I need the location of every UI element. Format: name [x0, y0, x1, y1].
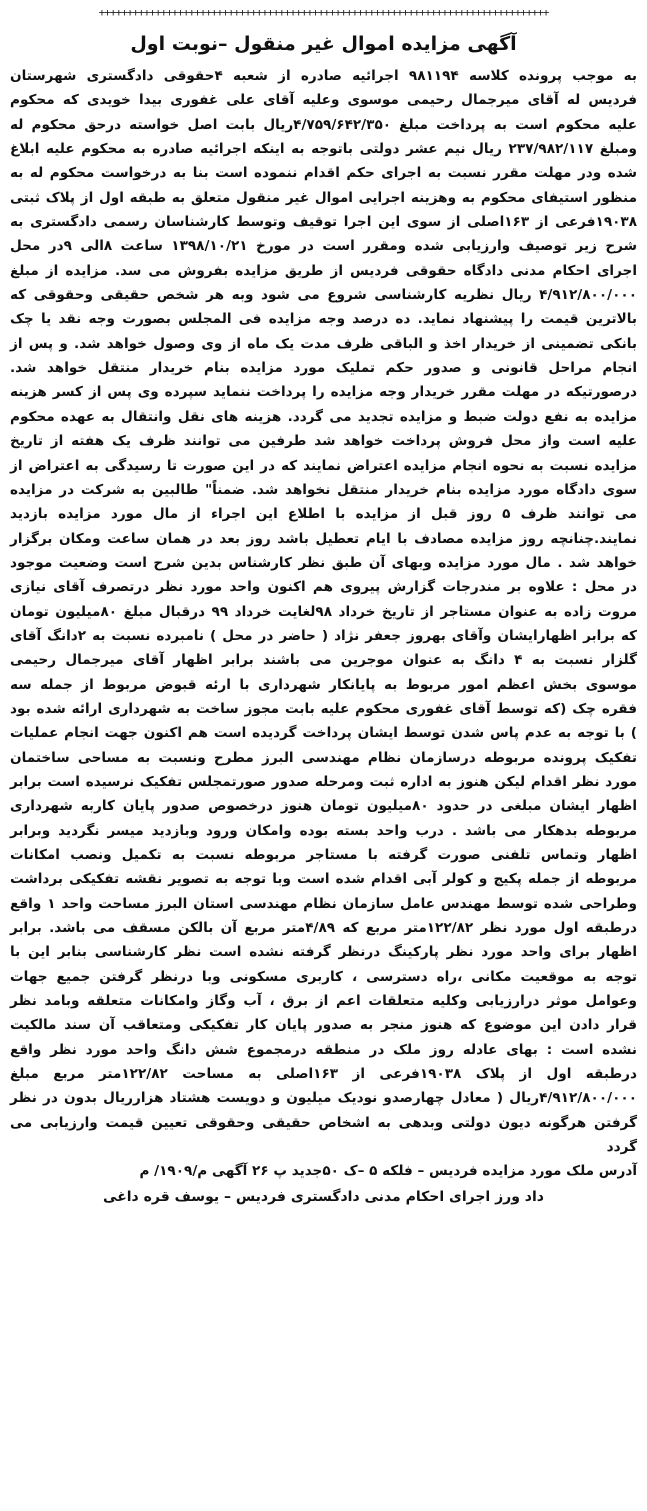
top-ornament-border: ++++++++++++++++++++++++++++++++++++++++++++++++++++++++++++++++++++++++++++++++ — [98, 6, 549, 19]
notice-title: آگهی مزایده اموال غیر منقول –نوبت اول — [130, 33, 517, 55]
notice-body: به موجب پرونده کلاسه ۹۸۱۱۹۴ اجرائیه صادره از شعبه ۴حقوقی دادگستری شهرستان فردیس له آقای میرجمال رحیمی موسوی وعلیه آقای علی غفوری بیدا خویدی که محکوم علیه محکوم است به پرداخت مبلغ ۴/۷۵۹/۶۴۲/۳۵۰ریال بابت اصل خواسته درحق محکوم له ومبلغ ۲۳۷/۹۸۲/۱۱۷ ریال نیم عشر دولتی باتوجه به اینکه اجرائیه صادره به محکوم علیه ابلاغ شده ودر مهلت مقرر نسبت به اجرای حکم اقدام ننموده است بنا به درخواست محکوم له به منظور استیفای محکوم به وهزینه اجرایی اموال غیر منقول متعلق به طبقه اول از پلاک ثبتی ۱۹۰۳۸فرعی از ۱۶۳اصلی از سوی این اجرا توقیف وتوسط کارشناسان رسمی دادگستری به شرح زیر توصیف وارزیابی شده ومقرر است در مورخ ۱۳۹۸/۱۰/۲۱ ساعت ۸الی ۹در محل اجرای احکام مدنی دادگاه حقوقی فردیس از طریق مزایده بفروش می سد. مزایده از مبلغ ۴/۹۱۲/۸۰۰/۰۰۰ ریال نظریه کارشناسی شروع می شود وبه هر شخص حقیقی وحقوقی که بالاترین قیمت را پیشنهاد نماید. ده درصد وجه مزایده فی المجلس بصورت وجه نقد یا چک بانکی تضمینی از خریدار اخذ و الباقی ظرف مدت یک ماه از وی وصول خواهد شد. و پس از انجام مراحل قانونی و صدور حکم تملیک مورد مزایده بنام خریدار منتقل خواهد شد. درصورتیکه در مهلت مقرر خریدار وجه مزایده را پرداخت ننماید سپرده وی پس از کسر هزینه مزایده به نفع دولت ضبط و مزایده تجدید می گردد. هزینه های نقل وانتقال به عهده محکوم علیه است واز محل فروش پرداخت خواهد شد طرفین می توانند ظرف یک هفته از تاریخ مزایده نسبت به نحوه انجام مزایده اعتراض نمایند که در این صورت تا رسیدگی به اعتراض از سوی دادگاه مورد مزایده بنام خریدار منتقل نخواهد شد. ضمناً" طالبین به شرکت در مزایده می توانند ظرف ۵ روز قبل از مزایده با اطلاع این اجراء از مال مورد مزایده بازدید نمایند.چنانچه روز مزایده مصادف با ایام تعطیل باشد روز بعد در همان ساعت ومکان برگزار خواهد شد . مال مورد مزایده وبهای آن طبق نظر کارشناس بدین شرح است وضعیت موجود در محل : علاوه بر مندرجات گزارش پیروی هم اکنون واحد مورد نظر درتصرف آقای نیازی مروت زاده به عنوان مستاجر از تاریخ خرداد ۹۸لغایت خرداد ۹۹ درقبال مبلغ ۸۰میلیون تومان که برابر اظهارایشان وآقای بهروز جعفر نژاد ( حاضر در محل ) نامبرده نسبت به ۲دانگ آقای گلزار نسبت به ۴ دانگ به عنوان موجرین می باشند برابر اظهار آقای میرجمال رحیمی موسوی بخش اعظم امور مربوط به پایانکار شهرداری با ارئه قبوض مربوط از جمله سه فقره چک (که توسط آقای غفوری محکوم علیه بابت مجوز ساخت به شهرداری ارائه شده بود ) با توجه به عدم پاس شدن توسط ایشان پرداخت گردیده است هم اکنون جهت انجام عملیات تفکیک پرونده مربوطه درسازمان نظام مهندسی البرز مطرح ونسبت به مساحی ساختمان مورد نظر اقدام لیکن هنوز به اداره ثبت ومرحله صدور صورتمجلس تفکیک نرسیده است برابر اظهار ایشان مبلغی در حدود ۸۰میلیون تومان هنوز درخصوص صدور پایان کاربه شهرداری مربوطه بدهکار می باشد . درب واحد بسته بوده وامکان ورود وبازدید میسر نگردید وبرابر اظهار وتماس تلفنی صورت گرفته با مستاجر مربوطه نسبت به تکمیل ونصب امکانات مربوطه از جمله پکیج و کولر آبی اقدام شده است وبا توجه به تصویر نقشه تفکیکی برداشت وطراحی شده توسط مهندس عامل سازمان نظام مهندسی استان البرز مساحت واحد ۱ واقع درطبقه اول مورد نظر ۱۲۲/۸۲متر مربع که ۴/۸۹متر مربع آن بالکن مسقف می باشد. برابر اظهار برای واحد مورد نظر پارکینگ درنظر گرفته نشده است نظر کارشناسی بنابر این با توجه به موقعیت مکانی ،راه دسترسی ، کاربری مسکونی وبا درنظر گرفتن جمیع جهات وعوامل موثر درارزیابی وکلیه متعلقات اعم از برق ، آب وگاز وامکانات متعلقه وبامد نظر قرار دادن این موضوع که هنوز منجر به صدور پایان کار تفکیکی ومتعاقب آن سند مالکیت نشده است : بهای عادله روز ملک در منطقه درمجموع شش دانگ واحد مورد نظر واقع درطبقه اول از پلاک ۱۹۰۳۸فرعی از ۱۶۳اصلی به مساحت ۱۲۲/۸۲متر مربع مبلغ ۴/۹۱۲/۸۰۰/۰۰۰ریال ( معادل چهارصدو نودیک میلیون و دویست هشتاد هزارریال بدون در نظر گرفتن هرگونه دیون دولتی وبدهی به اشخاص حقیقی وحقوقی تعیین قیمت وارزیابی می گردد — [10, 68, 638, 1156]
signature-line: داد ورز اجرای احکام مدنی دادگستری فردیس – یوسف قره داغی — [103, 1189, 544, 1206]
property-address: آدرس ملک مورد مزایده فردیس – فلکه ۵ –ک ۵۰جدید پ ۲۶ آگهی م/۱۹۰۹/ م — [139, 1163, 637, 1180]
